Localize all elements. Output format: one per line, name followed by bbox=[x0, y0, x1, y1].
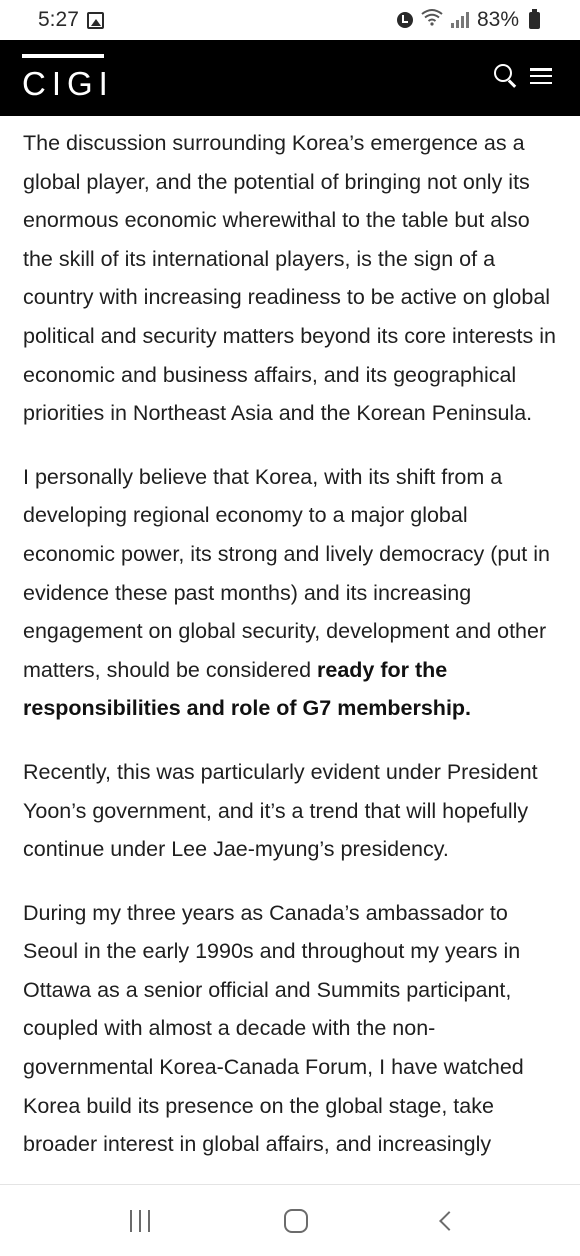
header-icons bbox=[494, 64, 552, 88]
system-nav-bar bbox=[0, 1184, 580, 1256]
article-paragraph-1: The discussion surrounding Korea’s emergence as a global player, and the potential of bringing not only its enormous economic wherewithal to the table but also the skill of its international players, is the sign of a country with increasing readiness to be active on global political and security matters beyond its core interests in economic and business affairs, and its geographical priorities in Northeast Asia and the Korean Peninsula. bbox=[23, 131, 556, 426]
signal-icon bbox=[451, 12, 469, 28]
logo-text: CIGI bbox=[22, 65, 114, 102]
battery-percent: 83% bbox=[476, 8, 519, 31]
hamburger-menu-icon[interactable] bbox=[530, 66, 552, 86]
status-left bbox=[38, 8, 104, 32]
article-body bbox=[0, 116, 580, 1184]
gallery-notification-icon bbox=[87, 12, 104, 29]
site-header bbox=[0, 40, 580, 116]
article-paragraph-3: Recently, this was particularly evident under President Yoon’s government, and it’s a trend that will hopefully continue under Lee Jae-myung’s presidency. bbox=[23, 759, 538, 862]
back-icon[interactable] bbox=[439, 1211, 459, 1231]
status-time: 5:27 bbox=[38, 8, 79, 31]
battery-icon bbox=[529, 12, 540, 29]
wifi-icon bbox=[421, 8, 443, 32]
status-bar bbox=[0, 0, 580, 40]
recent-apps-icon[interactable] bbox=[124, 1204, 156, 1238]
cigi-logo[interactable] bbox=[22, 54, 114, 102]
article-paragraph-4: During my three years as Canada’s ambassador to Seoul in the early 1990s and throughout my years in Ottawa as a senior official and Summits participant, coupled with almost a decade with the non-governmental Korea-Canada Forum, I have watched Korea build its presence on the global stage, take broader interest in global affairs, and increasingly bbox=[23, 900, 524, 1157]
article-paragraph-2 bbox=[23, 458, 556, 728]
alarm-icon bbox=[397, 12, 413, 28]
paragraph-2-text: I personally believe that Korea, with its shift from a developing regional economy to a major global economic power, its strong and lively democracy (put in evidence these past months) and its increasing engagement on global security, development and other matters, should be considered bbox=[23, 464, 550, 682]
status-right bbox=[397, 8, 540, 32]
home-icon[interactable] bbox=[284, 1209, 308, 1233]
paragraph-2-bold: ready for the responsibilities and role of G7 membership. bbox=[23, 657, 472, 721]
search-icon[interactable] bbox=[494, 64, 518, 88]
logo-bar bbox=[22, 54, 104, 58]
